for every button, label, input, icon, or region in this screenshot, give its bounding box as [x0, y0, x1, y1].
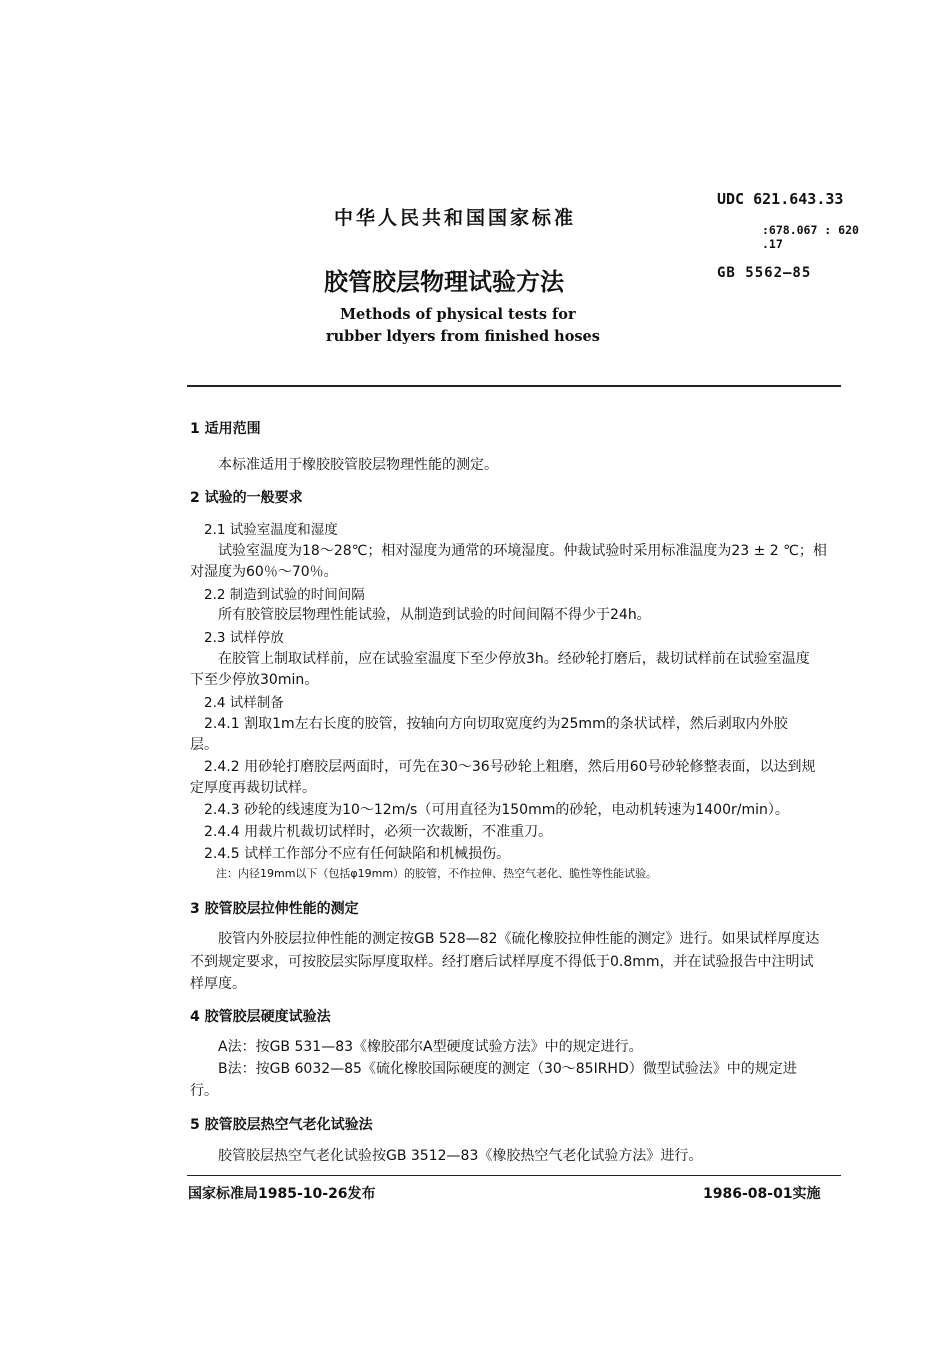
section-2-4-5: 2.4.5 试样工作部分不应有任何缺陷和机械损伤。	[204, 846, 511, 862]
section-5-text: 胶管胶层热空气老化试验按GB 3512—83《橡胶热空气老化试验方法》进行。	[218, 1148, 703, 1164]
section-4-heading: 4 胶管胶层硬度试验法	[190, 1009, 331, 1025]
section-2-4-1-line-2: 层。	[190, 737, 218, 753]
udc-line-3: .17	[762, 237, 783, 251]
section-4-method-b-line-1: B法：按GB 6032—85《硫化橡胶国际硬度的测定（30～85IRHD）微型试验法》中的规定进	[218, 1061, 797, 1077]
section-2-3-line-1: 在胶管上制取试样前，应在试验室温度下至少停放3h。经砂轮打磨后，裁切试样前在试验室温度	[218, 651, 810, 667]
section-3-line-2: 不到规定要求，可按胶层实际厚度取样。经打磨后试样厚度不得低于0.8mm，并在试验报告中注明试	[190, 954, 814, 970]
standard-name: 中华人民共和国国家标准	[334, 207, 577, 229]
bottom-divider	[187, 1175, 841, 1176]
section-4-method-a: A法：按GB 531—83《橡胶邵尔A型硬度试验方法》中的规定进行。	[218, 1039, 643, 1055]
section-2-2-heading: 2.2 制造到试验的时间间隔	[204, 587, 365, 603]
note: 注：内径19mm以下（包括φ19mm）的胶管，不作拉伸、热空气老化、脆性等性能试验。	[216, 867, 658, 880]
section-3-heading: 3 胶管胶层拉伸性能的测定	[190, 901, 359, 917]
section-2-4-heading: 2.4 试样制备	[204, 695, 284, 711]
udc-label: UDC 621.643.33	[717, 190, 844, 208]
section-2-4-2-line-2: 定厚度再裁切试样。	[190, 780, 316, 796]
section-2-heading: 2 试验的一般要求	[190, 490, 303, 506]
section-2-4-2-line-1: 2.4.2 用砂轮打磨胶层两面时，可先在30～36号砂轮上粗磨，然后用60号砂轮修整表面，以达到规	[204, 759, 816, 775]
effective-date: 1986-08-01实施	[703, 1186, 821, 1202]
section-4-method-b-line-2: 行。	[190, 1083, 218, 1099]
section-3-line-1: 胶管内外胶层拉伸性能的测定按GB 528—82《硫化橡胶拉伸性能的测定》进行。如果试样厚度达	[218, 931, 820, 947]
issue-date: 国家标准局1985-10-26发布	[188, 1186, 376, 1202]
title-en-line-1: Methods of physical tests for	[340, 306, 576, 323]
section-2-4-3: 2.4.3 砂轮的线速度为10～12m/s（可用直径为150mm的砂轮，电动机转速为1400r/min）。	[204, 802, 789, 818]
title-cn: 胶管胶层物理试验方法	[324, 268, 564, 296]
section-2-2-text: 所有胶管胶层物理性能试验，从制造到试验的时间间隔不得少于24h。	[218, 607, 651, 623]
udc-line-2: :678.067 : 620	[762, 223, 859, 237]
title-en-line-2: rubber ldyers from finished hoses	[326, 328, 600, 345]
section-1-text: 本标准适用于橡胶胶管胶层物理性能的测定。	[218, 457, 498, 473]
section-2-4-1-line-1: 2.4.1 割取1m左右长度的胶管，按轴向方向切取宽度约为25mm的条状试样，然后剥取内外胶	[204, 716, 788, 732]
section-2-1-line-1: 试验室温度为18～28℃；相对湿度为通常的环境湿度。仲裁试验时采用标准温度为23 ± 2 ℃；相	[218, 543, 827, 559]
section-2-4-4: 2.4.4 用裁片机裁切试样时，必须一次裁断，不准重刀。	[204, 824, 553, 840]
section-2-1-line-2: 对湿度为60％～70％。	[190, 564, 338, 580]
section-2-3-line-2: 下至少停放30min。	[190, 672, 319, 688]
section-3-line-3: 样厚度。	[190, 976, 246, 992]
top-divider	[187, 385, 841, 387]
gb-number: GB 5562—85	[717, 265, 812, 281]
section-2-3-heading: 2.3 试样停放	[204, 630, 284, 646]
section-1-heading: 1 适用范围	[190, 421, 261, 437]
section-2-1-heading: 2.1 试验室温度和湿度	[204, 522, 338, 538]
section-5-heading: 5 胶管胶层热空气老化试验法	[190, 1117, 373, 1133]
